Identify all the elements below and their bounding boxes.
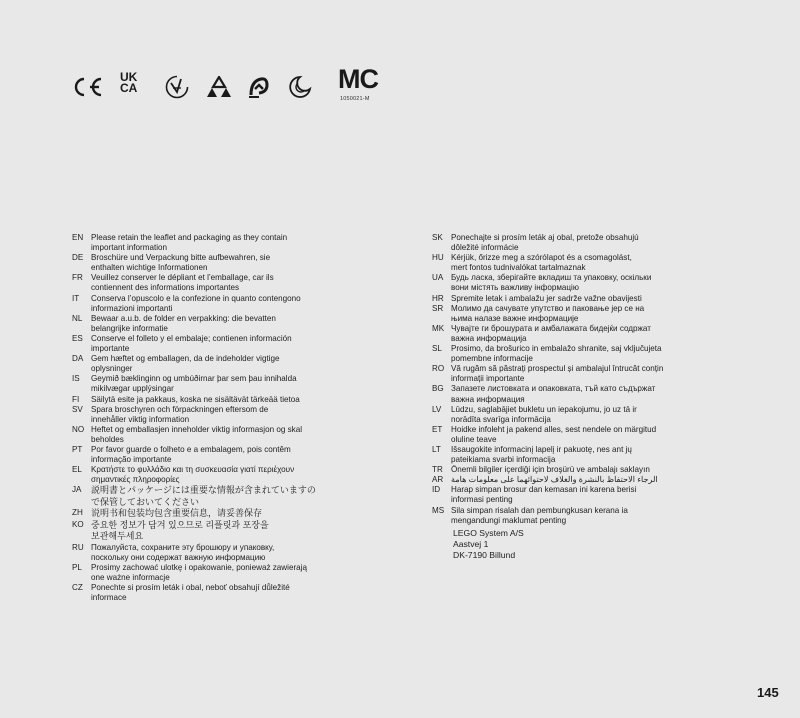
notice-hr: [432, 294, 712, 304]
language-code: RU: [72, 542, 84, 552]
language-code: JA: [72, 485, 82, 495]
notice-ar: [432, 475, 712, 485]
notice-text: Önemli bilgiler içerdiği için broşürü ve ambalajı saklayın: [451, 465, 650, 475]
notice-text: Säilytä esite ja pakkaus, koska ne sisältävät tärkeää tietoa: [91, 394, 300, 404]
notice-text: 説明書とパッケージには重要な情報が含まれていますの で保管しておいてください: [91, 485, 316, 507]
notice-text: Ponechte si prosím leták i obal, neboť obsahují důležité informace: [91, 583, 290, 603]
notice-text: Запазете листовката и опаковката, тъй като съдържат важна информация: [451, 384, 656, 404]
notice-text: 说明书和包装均包含重要信息，请妥善保存: [91, 508, 263, 519]
notice-text: Κρατήστε το φυλλάδιο και τη συσκευασία γιατί περιέχουν σημαντικές πληροφορίες: [91, 465, 295, 485]
page-number: 145: [757, 685, 779, 700]
notice-bg: [432, 384, 712, 404]
language-code: ID: [432, 485, 441, 495]
notice-de: [72, 253, 342, 273]
notice-text: Prosimy zachować ulotkę i opakowanie, ponieważ zawierają one ważne informacje: [91, 563, 307, 583]
language-notices-left: [72, 233, 342, 603]
notice-text: Broschüre und Verpackung bitte aufbewahren, sie enthalten wichtige Informationen: [91, 253, 271, 273]
notice-id: [432, 485, 712, 505]
notice-hu: [432, 253, 712, 273]
language-code: RO: [432, 364, 445, 374]
language-code: SK: [432, 233, 443, 242]
notice-lv: [432, 405, 712, 425]
model-number: 1050021-M: [340, 96, 370, 102]
language-code: IT: [72, 293, 80, 303]
notice-pl: [72, 563, 342, 583]
notice-sv: [72, 405, 342, 425]
notice-text: Išsaugokite informacinį lapelį ir pakuotę, nes ant jų pateikiama svarbi informacija: [451, 444, 632, 465]
language-code: DA: [72, 354, 84, 364]
notice-text: Vă rugăm să păstrați prospectul și ambalajul întrucât conțin informații importante: [451, 364, 664, 384]
notice-is: [72, 374, 342, 394]
notice-es: [72, 334, 342, 354]
notice-nl: [72, 314, 342, 334]
notice-text: Veuillez conserver le dépliant et l’emballage, car ils contiennent des informations importantes: [91, 273, 274, 293]
language-code: AR: [432, 475, 444, 485]
notice-text: Будь ласка, зберігайте вкладиш та упаковку, оскільки вони містять важливу інформацію: [451, 273, 652, 293]
notice-et: [432, 425, 712, 445]
notice-sk: [432, 233, 712, 253]
language-code: NL: [72, 313, 83, 323]
notice-ms: [432, 506, 712, 526]
notice-text: Geymið bæklinginn og umbúðirnar þar sem þau innihalda mikilvægar upplýsingar: [91, 374, 297, 394]
ua-mark-icon: [247, 75, 271, 99]
language-code: HR: [432, 293, 444, 303]
notice-fr: [72, 273, 342, 293]
language-code: TR: [432, 465, 443, 475]
ukca-mark-icon: [120, 72, 144, 94]
language-code: FI: [72, 394, 80, 404]
notice-text: Conserve el folleto y el embalaje; contienen información importante: [91, 333, 292, 354]
notice-tr: [432, 465, 712, 475]
ce-mark-icon: [70, 76, 104, 98]
notice-lt: [432, 445, 712, 465]
notice-zh: [72, 508, 342, 520]
language-code: DE: [72, 253, 84, 263]
notice-text: Gem hæftet og emballagen, da de indeholder vigtige oplysninger: [91, 354, 280, 374]
notice-ko: [72, 520, 342, 543]
language-code: SV: [72, 404, 83, 414]
triangles-mark-icon: [206, 76, 232, 98]
language-code: PL: [72, 563, 82, 573]
language-code: KO: [72, 519, 84, 529]
notice-text: Молимо да сачувате упутство и паковање јер се на њима налазе важне информације: [451, 303, 645, 323]
language-code: SR: [432, 303, 444, 313]
manufacturer-address: LEGO System A/S Aastvej 1 DK-7190 Billund: [453, 528, 524, 560]
ukca-line-1: UK: [120, 70, 138, 84]
language-code: MS: [432, 505, 445, 515]
notice-text: Sila simpan risalah dan pembungkusan kerana ia mengandungi maklumat penting: [451, 505, 628, 525]
notice-text: الرجاء الاحتفاظ بالنشرة والغلاف لاحتوائهما على معلومات هامة: [451, 475, 658, 485]
language-code: HU: [432, 253, 444, 263]
notice-text: Prosimo, da brošurico in embalažo shranite, saj vključujeta pomembne informacije: [451, 344, 662, 364]
notice-en: [72, 233, 342, 253]
language-notices-right: [432, 233, 712, 526]
notice-text: Please retain the leaflet and packaging as they contain important information: [91, 233, 288, 253]
notice-pt: [72, 445, 342, 465]
language-code: IS: [72, 374, 80, 384]
language-code: ZH: [72, 508, 83, 518]
language-code: EL: [72, 465, 82, 475]
conformity-check-circle-icon: [165, 75, 189, 99]
notice-da: [72, 354, 342, 374]
notice-text: Hoidke infoleht ja pakend alles, sest nendele on märgitud oluline teave: [451, 424, 657, 444]
notice-no: [72, 425, 342, 445]
notice-sr: [432, 304, 712, 324]
ukca-line-2: CA: [120, 81, 138, 95]
language-code: BG: [432, 384, 444, 394]
language-code: PT: [72, 444, 83, 454]
language-code: LV: [432, 404, 442, 414]
notice-ro: [432, 364, 712, 384]
notice-text: Bewaar a.u.b. de folder en verpakking: die bevatten belangrijke informatie: [91, 313, 276, 333]
notice-cz: [72, 583, 342, 603]
notice-text: 중요한 정보가 담겨 있으므로 리플릿과 포장을 보관해두세요: [91, 519, 269, 542]
notice-text: Spremite letak i ambalažu jer sadrže važne obavijesti: [451, 293, 642, 303]
notice-text: Harap simpan brosur dan kemasan ini karena berisi informasi penting: [451, 485, 637, 505]
notice-text: Чувајте ги брошурата и амбалажата бидејќи содржат важна информација: [451, 323, 651, 343]
notice-ua: [432, 273, 712, 293]
language-code: SL: [432, 344, 442, 354]
language-code: ET: [432, 424, 443, 434]
language-code: CZ: [72, 583, 83, 593]
notice-text: Пожалуйста, сохраните эту брошюру и упаковку, поскольку они содержат важную информацию: [91, 542, 275, 562]
crescent-mark-icon: [288, 75, 312, 99]
language-code: MK: [432, 323, 445, 333]
notice-text: Spara broschyren och förpackningen eftersom de innehåller viktig information: [91, 404, 269, 424]
notice-ja: [72, 485, 342, 508]
language-code: UA: [432, 273, 444, 283]
language-code: ES: [72, 333, 83, 343]
notice-sl: [432, 344, 712, 364]
notice-text: Conserva l’opuscolo e la confezione in quanto contengono informazioni importanti: [91, 293, 301, 313]
certification-logos: [70, 66, 400, 106]
notice-text: Ponechajte si prosím leták aj obal, pretože obsahujú dôležité informácie: [451, 233, 639, 253]
notice-fi: [72, 395, 342, 405]
notice-text: Por favor guarde o folheto e a embalagem, pois contêm informação importante: [91, 444, 291, 465]
notice-el: [72, 465, 342, 485]
notice-text: Heftet og emballasjen inneholder viktig informasjon og skal beholdes: [91, 424, 303, 444]
notice-ru: [72, 543, 342, 563]
language-code: NO: [72, 424, 85, 434]
language-code: FR: [72, 273, 83, 283]
notice-text: Kérjük, őrizze meg a szórólapot és a csomagolást, mert fontos tudnivalókat tartalmaznak: [451, 253, 632, 273]
mc-mark-icon: MC: [338, 64, 378, 94]
language-code: LT: [432, 444, 441, 454]
notice-it: [72, 294, 342, 314]
notice-text: Lūdzu, saglabājiet bukletu un iepakojumu, jo uz tā ir norādīta svarīga informācija: [451, 404, 637, 424]
notice-mk: [432, 324, 712, 344]
language-code: EN: [72, 233, 84, 242]
